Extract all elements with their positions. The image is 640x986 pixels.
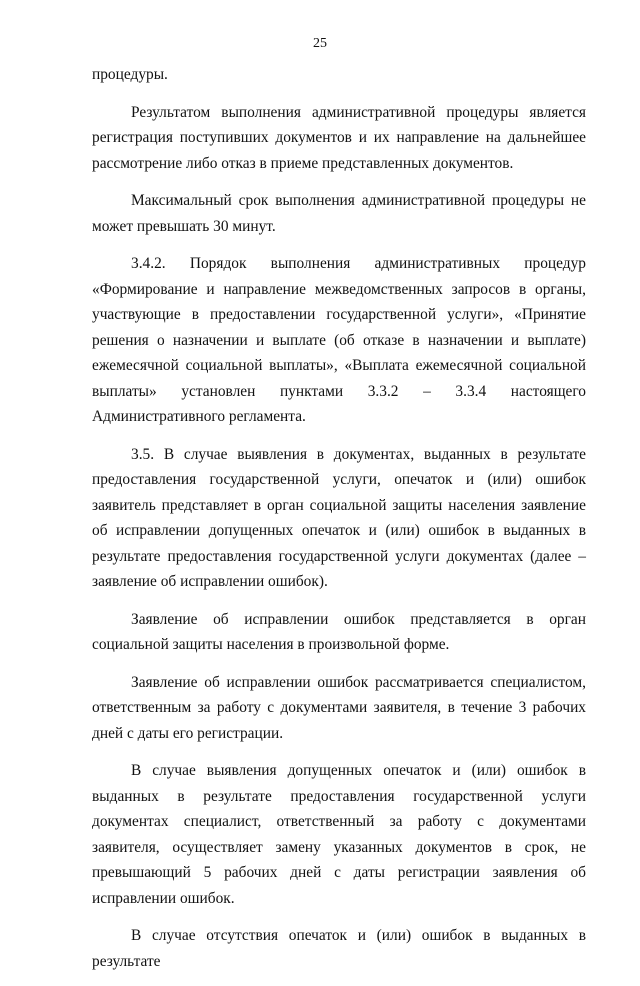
paragraph: 3.4.2. Порядок выполнения административных процедур «Формирование и направление межведомственных запросов в органы, участвующие в предоставлении государственной услуги», «Принятие решения о назначении и выплате (об отказе в назначении и выплате) ежемесячной социальной выплаты», «Выплата ежемесячной социальной выплаты» установлен пунктами 3.3.2 – 3.3.4 настоящего Административного регламента. <box>92 255 586 425</box>
paragraph: Максимальный срок выполнения административной процедуры не может превышать 30 минут. <box>92 192 586 235</box>
paragraph: 3.5. В случае выявления в документах, выданных в результате предоставления государственной услуги, опечаток и (или) ошибок заявитель представляет в орган социальной защиты населения заявление об исправлении допущенных опечаток и (или) ошибок в выданных в результате предоставления государственной услуги документах (далее – заявление об исправлении ошибок). <box>92 445 586 590</box>
document-body <box>92 62 586 986</box>
paragraph: Заявление об исправлении ошибок рассматривается специалистом, ответственным за работу с документами заявителя, в течение 3 рабочих дней с даты его регистрации. <box>92 673 586 742</box>
paragraph: Результатом выполнения административной процедуры является регистрация поступивших документов и их направление на дальнейшее рассмотрение либо отказ в приеме представленных документов. <box>92 103 586 172</box>
paragraph: процедуры. <box>92 66 168 83</box>
page-number: 25 <box>313 36 327 51</box>
paragraph: В случае выявления допущенных опечаток и (или) ошибок в выданных в результате предоставления государственной услуги документах специалист, ответственный за работу с документами заявителя, осуществляет замену указанных документов в срок, не превышающий 5 рабочих дней с даты регистрации заявления об исправлении ошибок. <box>92 762 586 907</box>
paragraph: В случае отсутствия опечаток и (или) ошибок в выданных в результате <box>92 927 586 970</box>
paragraph: Заявление об исправлении ошибок представляется в орган социальной защиты населения в произвольной форме. <box>92 610 586 653</box>
